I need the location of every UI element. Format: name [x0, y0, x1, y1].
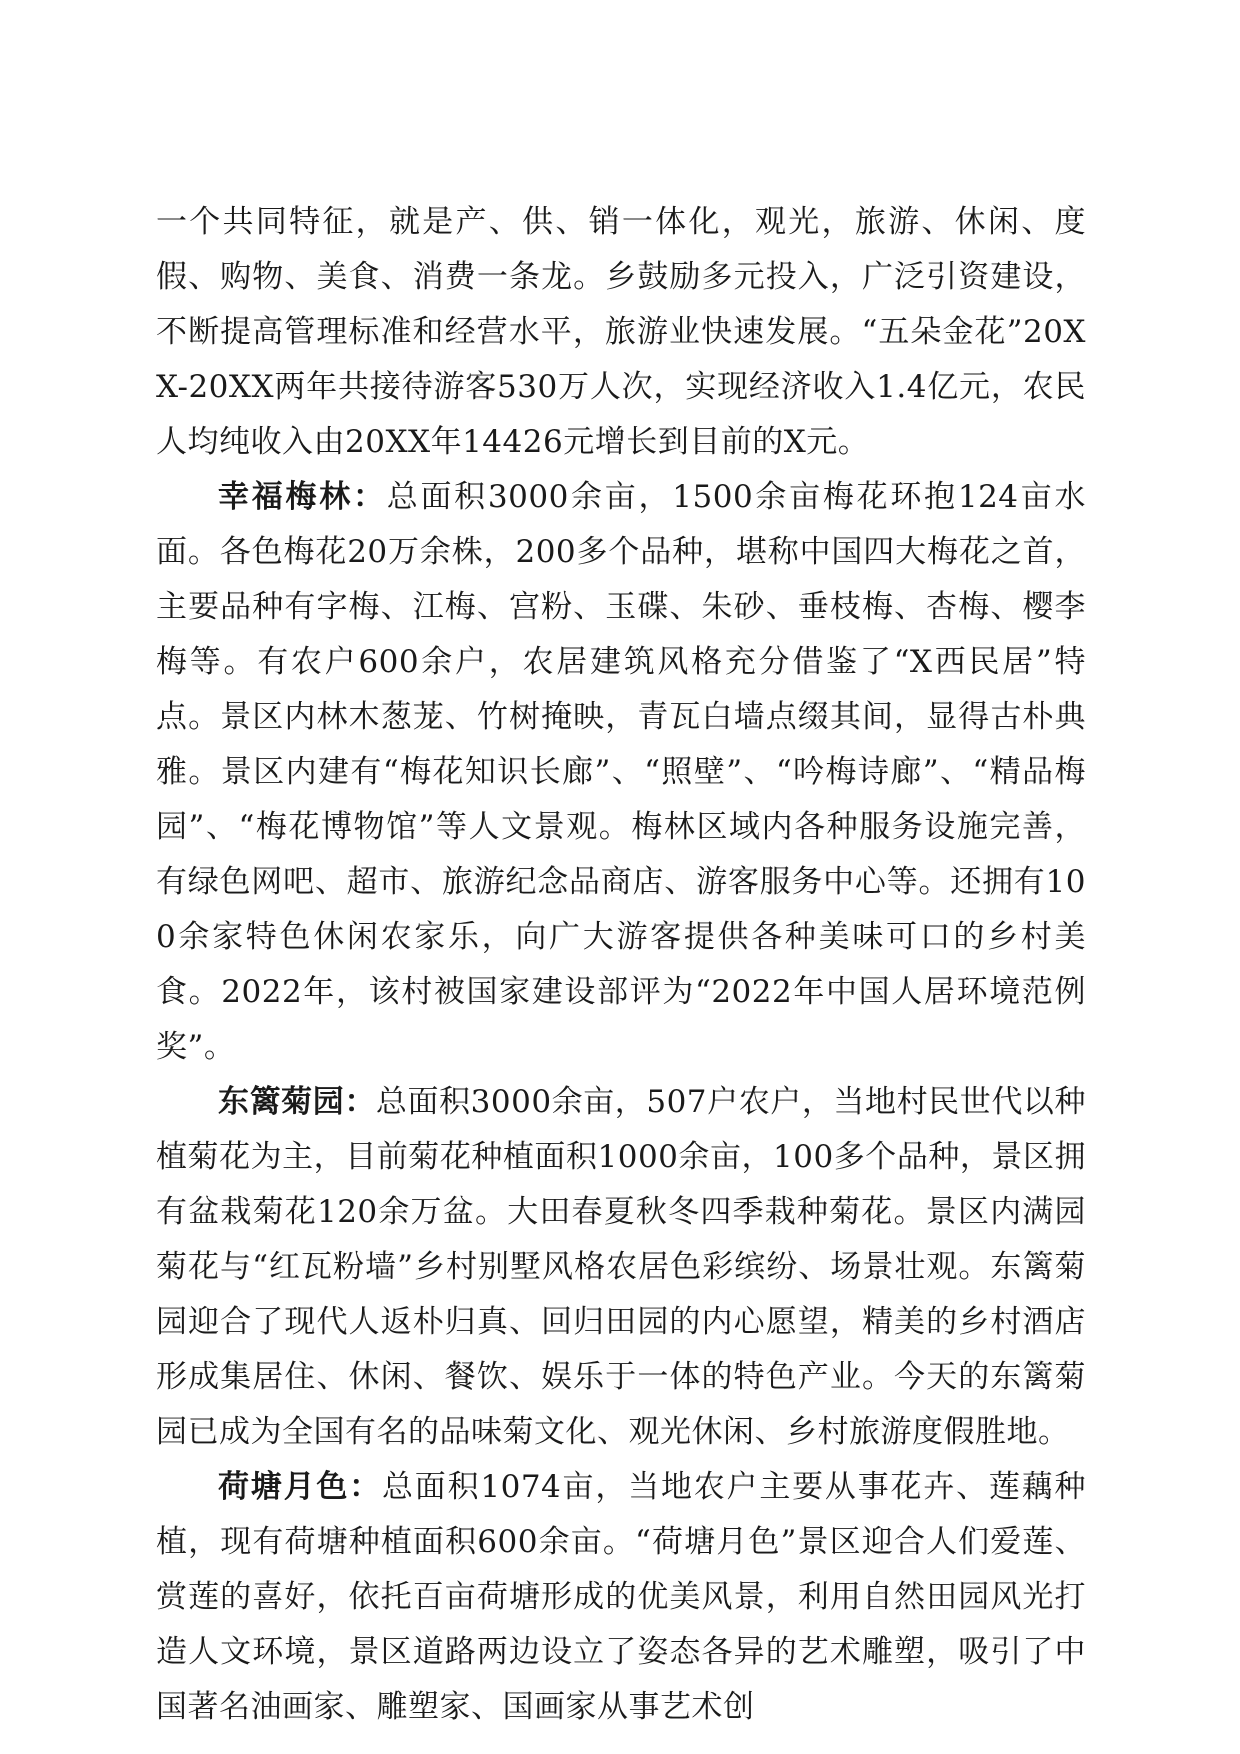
paragraph-text: 总面积1074亩，当地农户主要从事花卉、莲藕种植，现有荷塘种植面积600余亩。“荷塘月色”景区迎合人们爱莲、赏莲的喜好，依托百亩荷塘形成的优美风景，利用自然田园风光打造人文环境，景区道路两边设立了姿态各异的艺术雕塑，吸引了中国著名油画家、雕塑家、国画家从事艺术创	[156, 1469, 1087, 1725]
paragraph-text: 总面积3000余亩，507户农户，当地村民世代以种植菊花为主，目前菊花种植面积1000余亩，100多个品种，景区拥有盆栽菊花120余万盆。大田春夏秋冬四季栽种菊花。景区内满园菊花与“红瓦粉墙”乡村别墅风格农居色彩缤纷、场景壮观。东篱菊园迎合了现代人返朴归真、回归田园的内心愿望，精美的乡村酒店形成集居住、休闲、餐饮、娱乐于一体的特色产业。今天的东篱菊园已成为全国有名的品味菊文化、观光休闲、乡村旅游度假胜地。	[156, 1084, 1087, 1450]
paragraph-continued	[156, 195, 1086, 470]
body-text	[156, 195, 1086, 1735]
section-heading-meilin: 幸福梅林：	[218, 479, 387, 515]
section-heading-hetang: 荷塘月色：	[218, 1469, 382, 1505]
paragraph-meilin	[156, 470, 1086, 1075]
paragraph-hetang	[156, 1460, 1086, 1735]
paragraph-juyuan	[156, 1075, 1086, 1460]
paragraph-text: 一个共同特征，就是产、供、销一体化，观光，旅游、休闲、度假、购物、美食、消费一条龙。乡鼓励多元投入，广泛引资建设，不断提高管理标准和经营水平，旅游业快速发展。“五朵金花”20XX-20XX两年共接待游客530万人次，实现经济收入1.4亿元，农民人均纯收入由20XX年14426元增长到目前的X元。	[156, 204, 1086, 460]
section-heading-juyuan: 东篱菊园：	[218, 1084, 376, 1120]
paragraph-text: 总面积3000余亩，1500余亩梅花环抱124亩水面。各色梅花20万余株，200多个品种，堪称中国四大梅花之首，主要品种有字梅、江梅、宫粉、玉碟、朱砂、垂枝梅、杏梅、樱李梅等。有农户600余户，农居建筑风格充分借鉴了“X西民居”特点。景区内林木葱茏、竹树掩映，青瓦白墙点缀其间，显得古朴典雅。景区内建有“梅花知识长廊”、“照壁”、“吟梅诗廊”、“精品梅园”、“梅花博物馆”等人文景观。梅林区域内各种服务设施完善，有绿色网吧、超市、旅游纪念品商店、游客服务中心等。还拥有100余家特色休闲农家乐，向广大游客提供各种美味可口的乡村美食。2022年，该村被国家建设部评为“2022年中国人居环境范例奖”。	[156, 479, 1087, 1065]
